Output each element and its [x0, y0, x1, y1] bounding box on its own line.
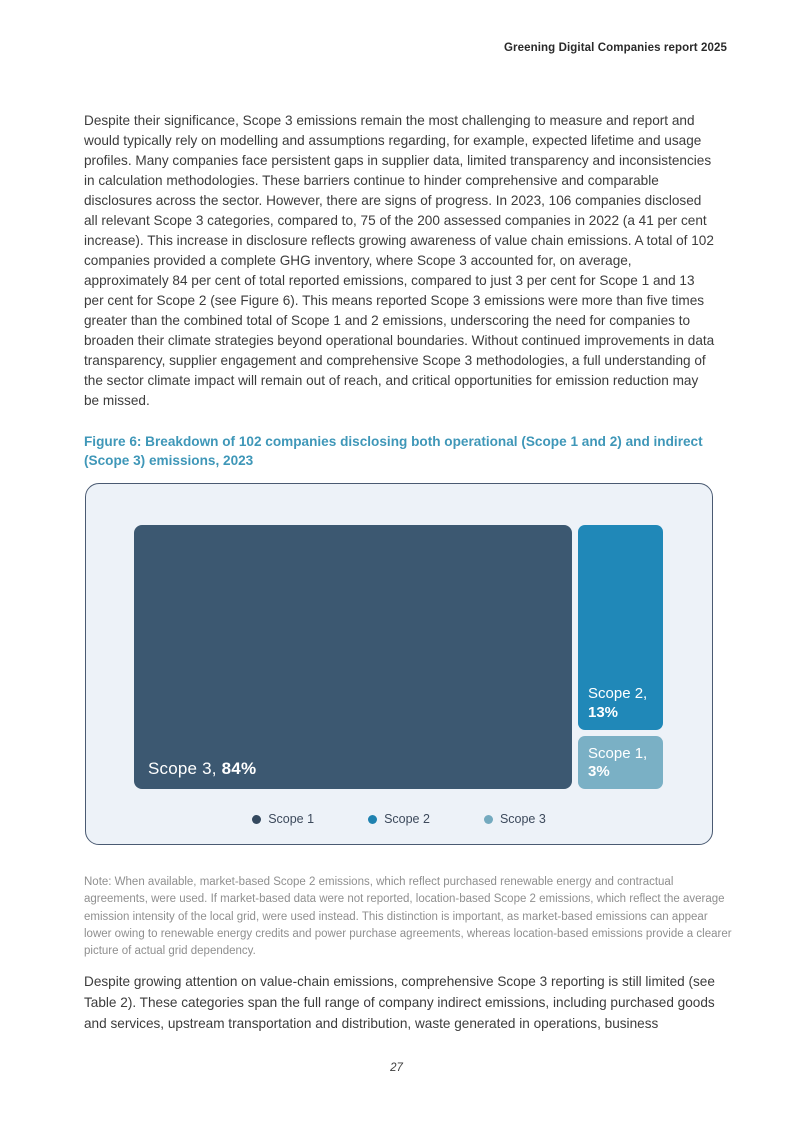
- running-header: Greening Digital Companies report 2025: [504, 42, 727, 54]
- legend-label-scope2: Scope 2: [384, 812, 430, 826]
- treemap-block-scope3: [134, 525, 572, 789]
- legend-item-scope2: [368, 812, 430, 826]
- figure6-chart-panel: [85, 483, 713, 845]
- legend-dot-scope3-icon: [484, 815, 493, 824]
- treemap-label-scope3-name: Scope 3,: [148, 759, 222, 778]
- treemap-label-scope3-value: 84%: [221, 759, 257, 778]
- treemap-label-scope2-name: Scope 2,: [588, 685, 648, 702]
- treemap-label-scope1-name: Scope 1,: [588, 744, 648, 762]
- figure-caption: Figure 6: Breakdown of 102 companies disclosing both operational (Scope 1 and 2) and indirect (Scope 3) emissions, 2023: [84, 434, 703, 468]
- treemap-label-scope2-value: 13%: [588, 704, 619, 721]
- legend-item-scope1: [252, 812, 314, 826]
- treemap-label-scope1-value: 3%: [588, 762, 610, 780]
- treemap-label-scope1: [588, 745, 663, 781]
- treemap-block-scope2: [578, 525, 663, 730]
- treemap-label-scope3: [148, 759, 256, 779]
- legend-label-scope1: Scope 1: [268, 812, 315, 826]
- legend-dot-scope2-icon: [368, 815, 377, 824]
- legend-item-scope3: [484, 812, 546, 826]
- page-number: 27: [390, 1062, 403, 1074]
- chart-legend: [86, 812, 712, 826]
- paragraph-scope3-challenges: Despite their significance, Scope 3 emissions remain the most challenging to measure and report and would typically rely on modelling and assumptions regarding, for example, expected lifetime and usage profiles. Many companies face persistent gaps in supplier data, limited transparency and inconsistencies in calculation methodologies. These barriers continue to hinder comprehensive and comparable disclosures across the sector. However, there are signs of progress. In 2023, 106 companies disclosed all relevant Scope 3 categories, compared to, 75 of the 200 assessed companies in 2022 (a 41 per cent increase). This increase in disclosure reflects growing awareness of value chain emissions. A total of 102 companies provided a complete GHG inventory, where Scope 3 accounted for, on average, approximately 84 per cent of total reported emissions, compared to just 3 per cent for Scope 1 and 13 per cent for Scope 2 (see Figure 6). This means reported Scope 3 emissions were more than five times greater than the combined total of Scope 1 and 2 emissions, underscoring the need for companies to broaden their climate strategies beyond operational boundaries. Without continued improvements in data transparency, supplier engagement and comprehensive Scope 3 methodologies, a full understanding of the sector climate impact will remain out of reach, and critical opportunities for emission reduction may be missed.: [84, 113, 715, 408]
- treemap-block-scope1: [578, 736, 663, 789]
- paragraph-scope3-reporting: Despite growing attention on value-chain emissions, comprehensive Scope 3 reporting is still limited (see Table 2). These categories span the full range of company indirect emissions, including purchased goods and services, upstream transportation and distribution, waste generated in operations, business: [84, 974, 715, 1031]
- legend-dot-scope1-icon: [252, 815, 261, 824]
- legend-label-scope3: Scope 3: [499, 812, 546, 826]
- treemap-label-scope2: [588, 684, 647, 722]
- figure-note: Note: When available, market-based Scope 2 emissions, which reflect purchased renewable energy and contractual agreements, were used. If market-based data were not reported, location-based Scope 2 emissions, which reflect the average emission intensity of the local grid, were used instead. This distinction is important, as market-based emissions can appear lower owing to renewable energy credits and power purchase agreements, whereas location-based emissions provide a clearer picture of actual grid dependency.: [84, 876, 732, 958]
